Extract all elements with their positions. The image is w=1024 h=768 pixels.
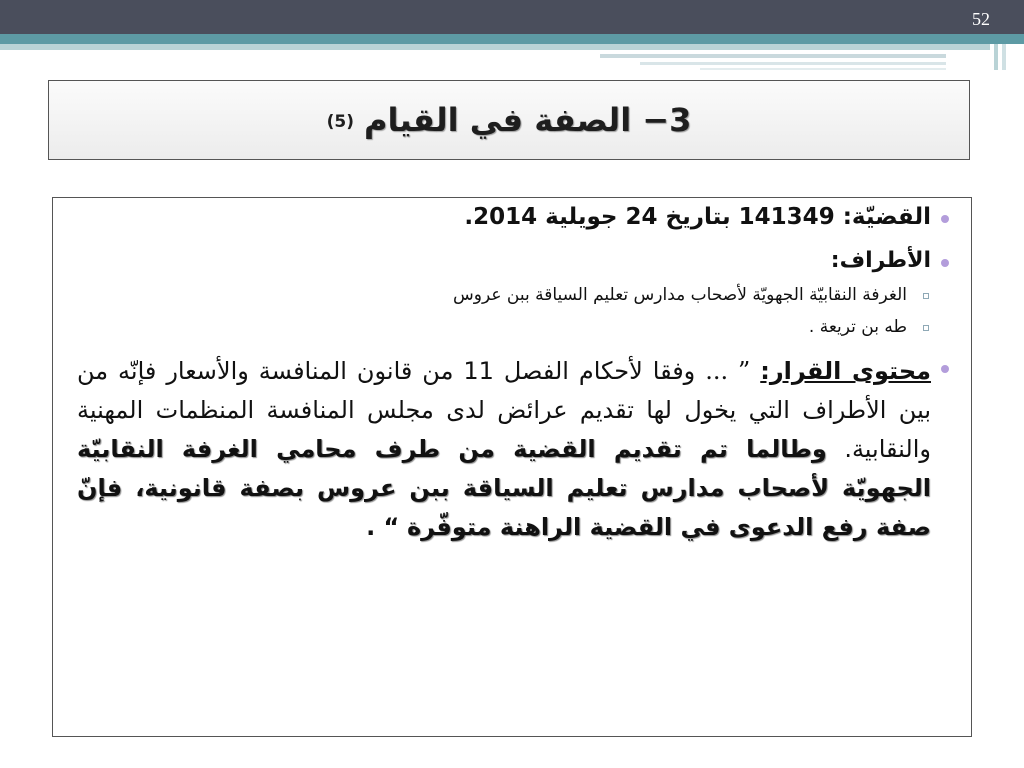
accent-band — [0, 34, 1024, 44]
decision-bullet — [77, 352, 949, 547]
case-bullet — [77, 202, 949, 232]
top-bar — [0, 0, 1024, 34]
decorative-bar — [1002, 44, 1006, 70]
parties-label: الأطراف: — [830, 248, 931, 273]
decorative-stripe — [700, 68, 946, 70]
bullet-icon — [941, 259, 949, 267]
content-body — [77, 198, 949, 547]
case-value: 141349 بتاريخ 24 جويلية 2014. — [464, 204, 835, 230]
bullet-icon — [941, 365, 949, 373]
accent-band-light — [0, 44, 990, 50]
decision-text: وفقا لأحكام الفصل 11 من قانون المنافسة والأسعار فإنّه من بين الأطراف التي يخول لها تقديم عرائض لدى مجلس المنافسة المنظمات المهنية والنقابية. — [77, 357, 931, 463]
decorative-stripe — [600, 54, 946, 58]
decorative-bar — [994, 44, 998, 70]
case-label: القضيّة: — [842, 204, 931, 230]
party-text: طه بن تريعة . — [808, 317, 907, 337]
slide-title: 3− الصفة في القيام — [364, 101, 692, 139]
parties-bullet — [77, 246, 949, 276]
square-bullet-icon — [923, 325, 929, 331]
bullet-icon — [941, 215, 949, 223]
party-text: الغرفة النقابيّة الجهويّة لأصحاب مدارس تعليم السياقة ببن عروس — [453, 285, 907, 305]
decision-text-bold: وطالما تم تقديم القضية من طرف محامي الغرفة النقابيّة الجهويّة لأصحاب مدارس تعليم السياقة ببن عروس بصفة قانونية، فإنّ صفة رفع الدعوى في القضية الراهنة متوفّرة — [77, 435, 931, 541]
page-number: 52 — [972, 9, 990, 29]
decision-close-quote: “ . — [366, 513, 400, 541]
slide-title-note: (5) — [326, 112, 355, 132]
decision-label: محتوى القرار: — [760, 357, 931, 385]
content-box — [52, 197, 972, 737]
party-item — [77, 314, 949, 340]
decorative-stripe — [640, 62, 946, 65]
square-bullet-icon — [923, 293, 929, 299]
party-item — [77, 282, 949, 308]
decision-open-quote: ” ... — [695, 357, 751, 385]
title-box — [48, 80, 970, 160]
